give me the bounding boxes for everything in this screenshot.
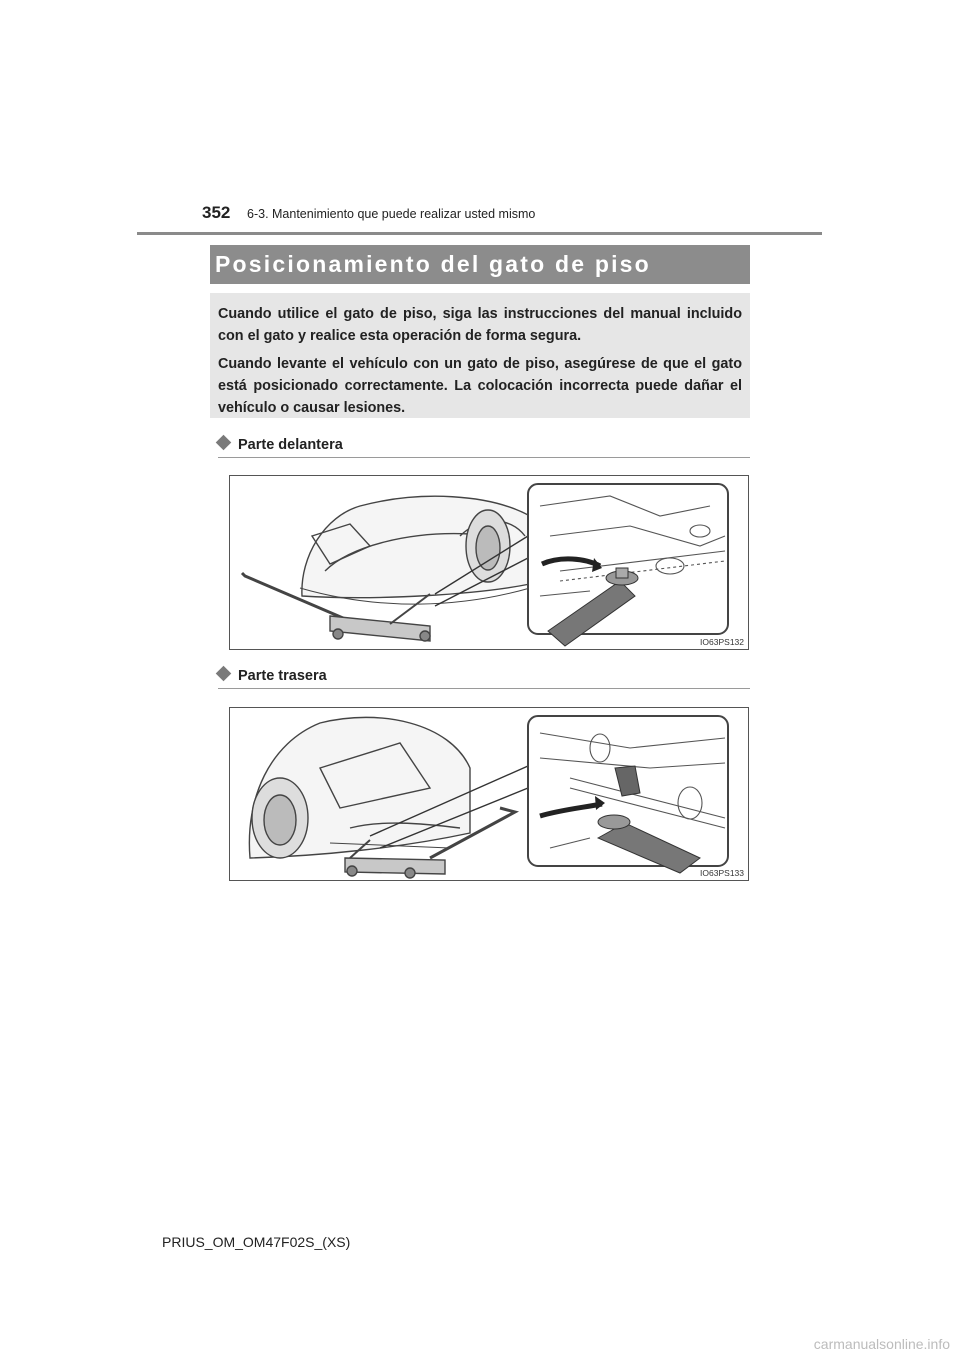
intro-paragraph: Cuando levante el vehículo con un gato de piso, asegúrese de que el gato está posicionado correctamente. La colocación incorrecta puede dañar el vehículo o causar lesiones. bbox=[218, 356, 742, 416]
section-header: 6-3. Mantenimiento que puede realizar usted mismo bbox=[247, 207, 536, 221]
figure-code: IO63PS133 bbox=[700, 868, 744, 878]
rear-jack-drawing bbox=[230, 708, 748, 880]
title-bar bbox=[210, 245, 750, 284]
diamond-bullet-icon bbox=[216, 435, 232, 451]
subheading-rear bbox=[218, 668, 327, 686]
subheading-front-label: Parte delantera bbox=[238, 437, 343, 453]
watermark: carmanualsonline.info bbox=[813, 1336, 950, 1352]
document-id: PRIUS_OM_OM47F02S_(XS) bbox=[162, 1234, 351, 1250]
front-jack-drawing bbox=[230, 476, 748, 649]
subheading-rear-label: Parte trasera bbox=[238, 668, 327, 684]
diamond-bullet-icon bbox=[216, 666, 232, 682]
figure-code: IO63PS132 bbox=[700, 637, 744, 647]
page-title: Posicionamiento del gato de piso bbox=[215, 251, 651, 277]
front-jack-illustration bbox=[229, 475, 749, 650]
subheading-rule bbox=[218, 457, 750, 458]
intro-paragraph: Cuando utilice el gato de piso, siga las instrucciones del manual incluido con el gato y realice esta operación de forma segura. bbox=[218, 306, 742, 344]
rear-jack-illustration bbox=[229, 707, 749, 881]
subheading-front bbox=[218, 437, 343, 455]
header-rule bbox=[137, 232, 822, 235]
intro-box bbox=[210, 293, 750, 418]
subheading-rule bbox=[218, 688, 750, 689]
page-number: 352 bbox=[202, 203, 231, 222]
